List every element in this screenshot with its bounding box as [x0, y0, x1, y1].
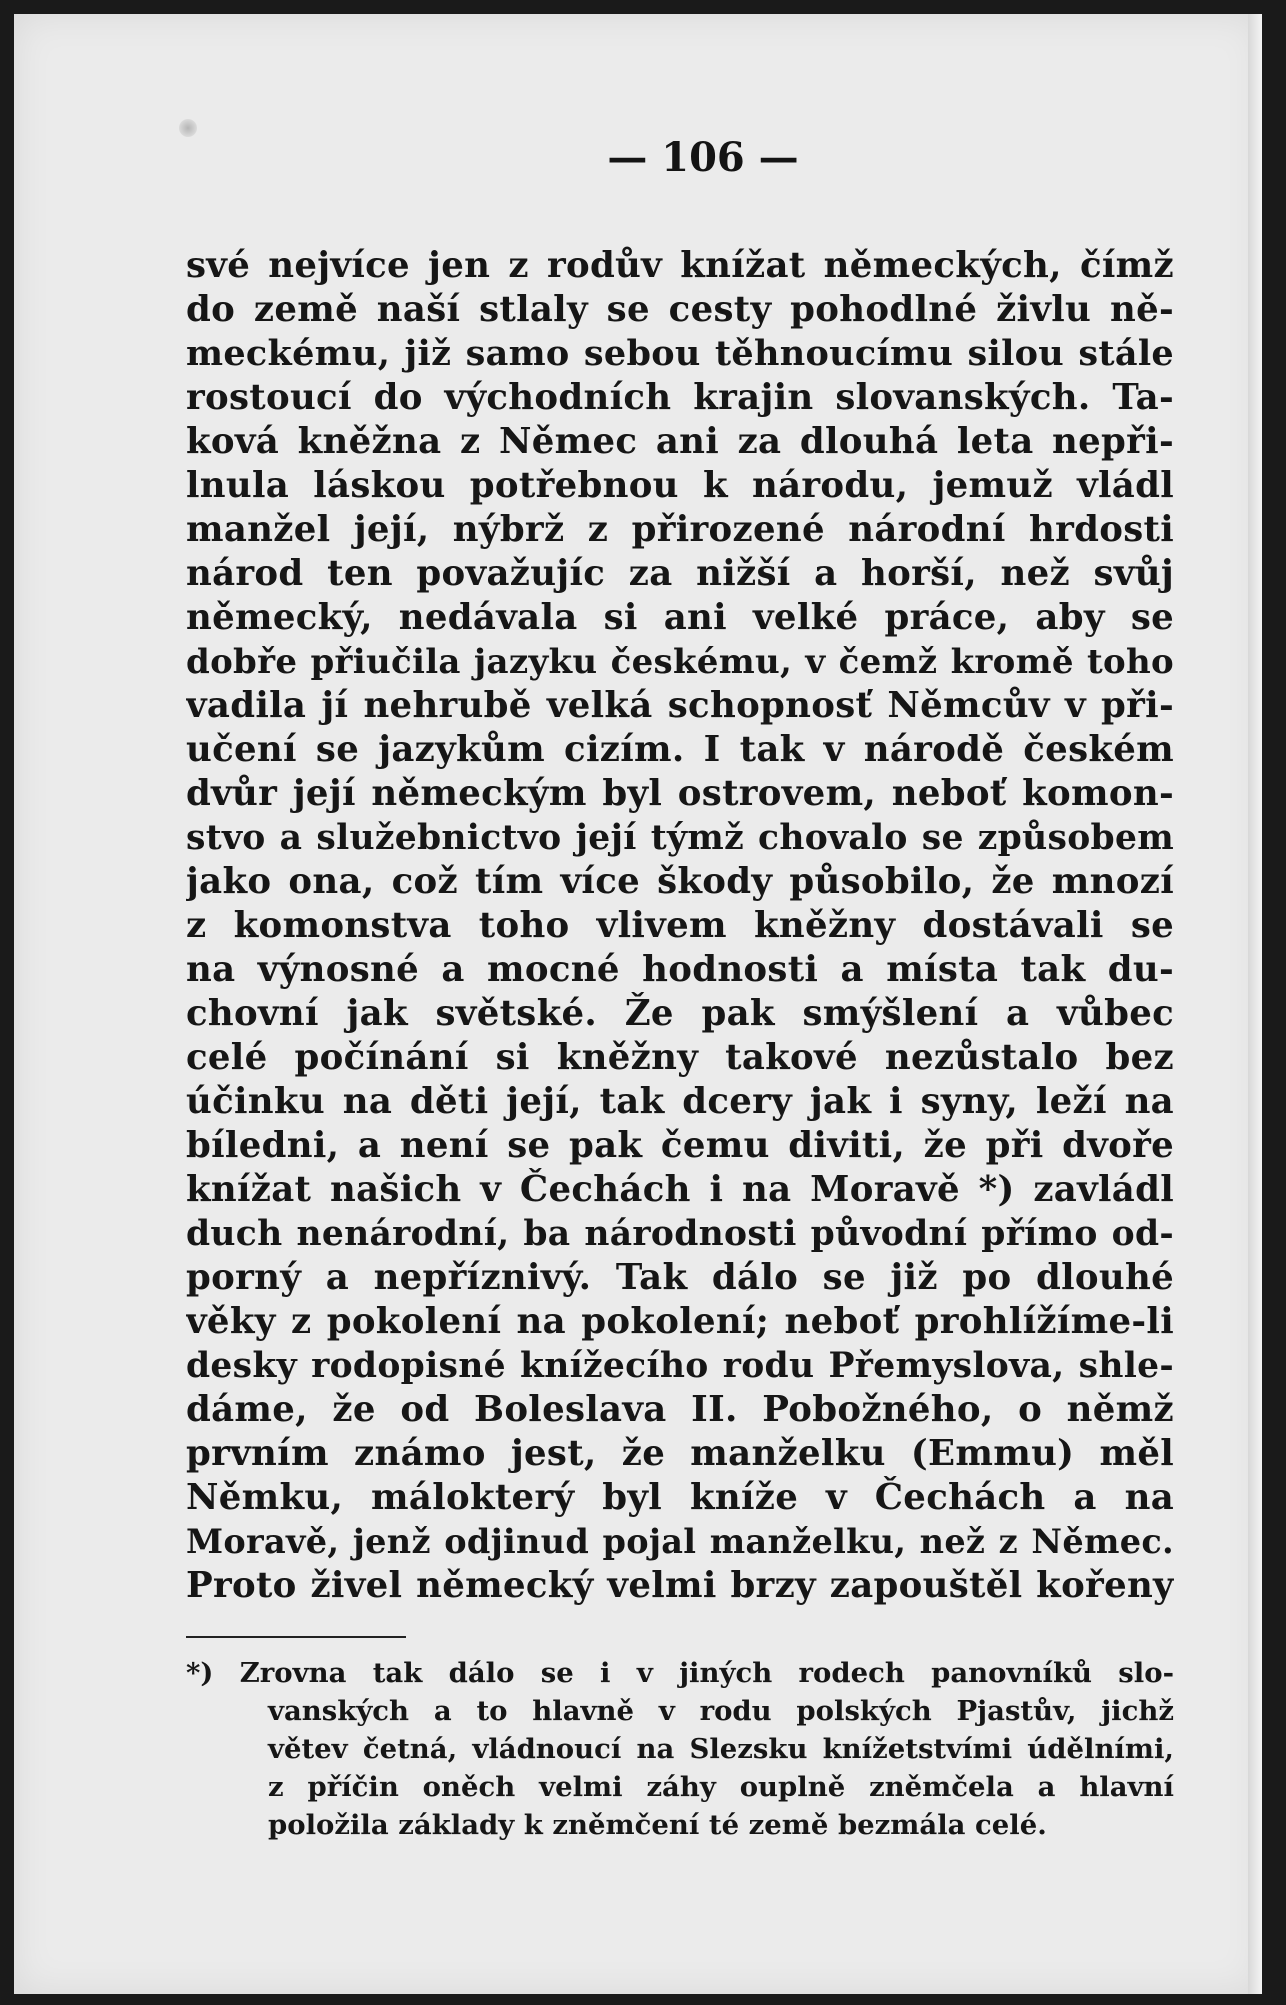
page-edge: [1248, 14, 1262, 1994]
text-line: účinku na děti její, tak dcery jak i syny, leží na: [186, 1081, 1174, 1122]
text-line: německý, nedávala si ani velké práce, aby se: [186, 597, 1174, 638]
page-number: — 106 —: [607, 134, 799, 181]
text-line: manžel její, nýbrž z přirozené národní hrdosti: [186, 509, 1174, 550]
text-line: dobře přiučila jazyku českému, v čemž kromě toho: [186, 642, 1174, 682]
book-page: [14, 14, 1262, 1994]
text-line: desky rodopisné knížecího rodu Přemyslova, shle-: [186, 1346, 1174, 1386]
footnote: [186, 1654, 1174, 1844]
text-line: učení se jazykům cizím. I tak v národě českém: [186, 729, 1174, 770]
footnote-line: vanských a to hlavně v rodu polských Pjastův, jichž: [268, 1695, 1174, 1727]
text-line: národ ten považujíc za nižší a horší, než svůj: [186, 553, 1174, 594]
footnote-line: větev četná, vládnoucí na Slezsku knížetstvími údělními,: [268, 1733, 1174, 1765]
text-line: lnula láskou potřebnou k národu, jemuž vládl: [186, 465, 1174, 506]
footnote-line: položila základy k zněmčení té země bezmála celé.: [268, 1809, 1047, 1841]
text-line: stvo a služebnictvo její týmž chovalo se způsobem: [186, 818, 1174, 858]
text-line: prvním známo jest, že manželku (Emmu) měl: [186, 1433, 1174, 1474]
text-line: vadila jí nehrubě velká schopnosť Němcův v při-: [186, 685, 1174, 726]
text-line: dvůr její německým byl ostrovem, neboť komon-: [186, 773, 1174, 814]
text-line: Němku, málokterý byl kníže v Čechách a na: [186, 1477, 1174, 1518]
text-line: meckému, již samo sebou těhnoucímu silou stále: [186, 333, 1174, 374]
text-line: do země naší stlaly se cesty pohodlné živlu ně-: [186, 289, 1174, 330]
text-line: dáme, že od Boleslava II. Pobožného, o němž: [186, 1389, 1174, 1430]
text-line: celé počínání si kněžny takové nezůstalo bez: [186, 1037, 1174, 1078]
text-line: knížat našich v Čechách i na Moravě *) zavládl: [186, 1169, 1174, 1210]
text-line: z komonstva toho vlivem kněžny dostávali se: [186, 905, 1174, 946]
text-line: ková kněžna z Němec ani za dlouhá leta nepři-: [186, 421, 1174, 462]
text-line: chovní jak světské. Že pak smýšlení a vůbec: [186, 993, 1174, 1034]
text-line: bíledni, a není se pak čemu diviti, že při dvoře: [186, 1125, 1174, 1166]
text-line: na výnosné a mocné hodnosti a místa tak du-: [186, 949, 1174, 990]
text-line: věky z pokolení na pokolení; neboť prohlížíme-li: [186, 1301, 1174, 1342]
text-line: Proto živel německý velmi brzy zapouštěl kořeny: [186, 1565, 1174, 1606]
text-line: rostoucí do východních krajin slovanských. Ta-: [186, 377, 1174, 418]
text-line: své nejvíce jen z rodův knížat německých, čímž: [186, 245, 1174, 286]
text-line: jako ona, což tím více škody působilo, že mnozí: [186, 861, 1174, 902]
text-line: Moravě, jenž odjinud pojal manželku, než z Němec.: [186, 1522, 1174, 1561]
footnote-line: *) Zrovna tak dálo se i v jiných rodech panovníků slo-: [186, 1657, 1174, 1689]
text-line: porný a nepříznivý. Tak dálo se již po dlouhé: [186, 1257, 1174, 1298]
body-text: [186, 244, 1174, 1608]
footnote-line: z příčin oněch velmi záhy ouplně zněmčela a hlavní: [268, 1771, 1174, 1803]
text-line: duch nenárodní, ba národnosti původní přímo od-: [186, 1214, 1174, 1254]
footnote-divider: [186, 1636, 406, 1638]
